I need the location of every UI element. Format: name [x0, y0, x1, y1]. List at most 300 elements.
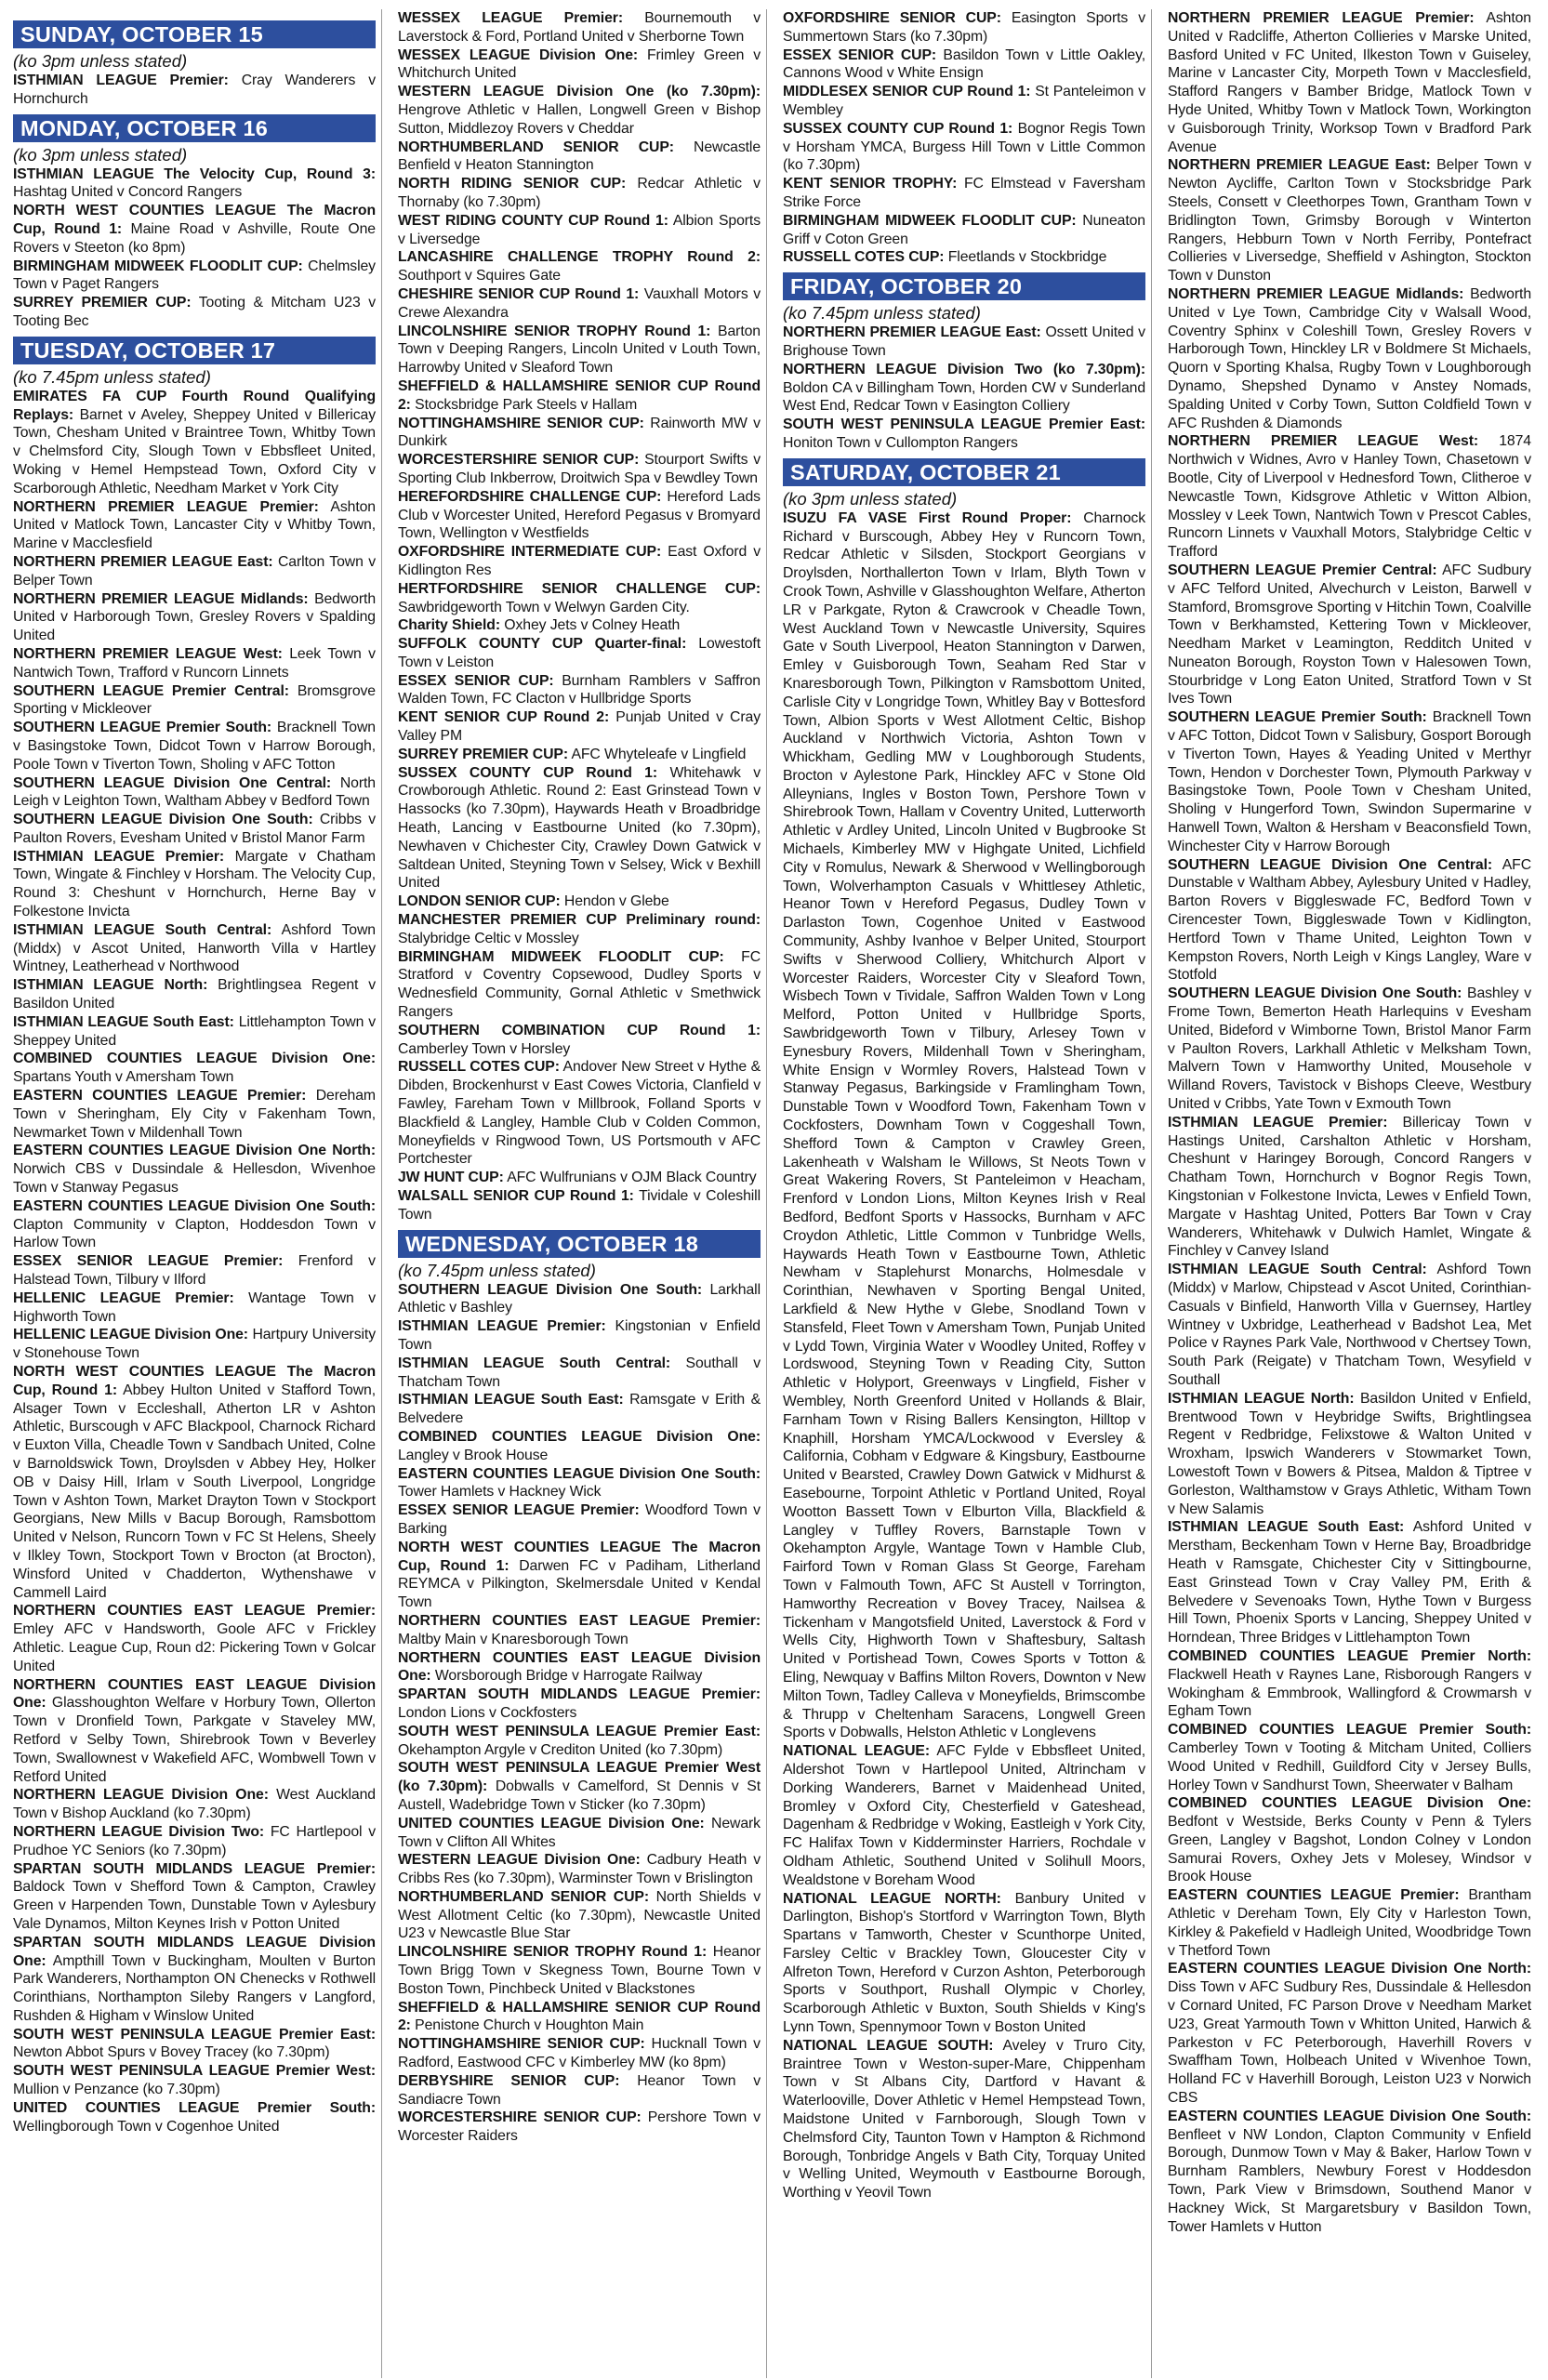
- fixture-entry: [398, 1317, 761, 1355]
- fixtures-column: [398, 9, 767, 2378]
- competition-name: HEREFORDSHIRE CHALLENGE CUP:: [398, 488, 662, 505]
- fixture-list: Brightlingsea Regent v Basildon United: [13, 977, 376, 1012]
- fixture-entry: [398, 948, 761, 1022]
- competition-name: ISUZU FA VASE First Round Proper:: [783, 509, 1072, 526]
- competition-name: EASTERN COUNTIES LEAGUE Division One North:: [13, 1143, 376, 1159]
- fixture-entry: [398, 1943, 761, 1998]
- fixture-entry: [398, 1686, 761, 1723]
- competition-name: SOUTH WEST PENINSULA LEAGUE Premier West:: [13, 2063, 376, 2080]
- fixture-list: Frenford v Halstead Town, Tilbury v Ilford: [13, 1253, 376, 1289]
- competition-name: SURREY PREMIER CUP:: [13, 295, 192, 311]
- fixture-entry: [398, 892, 761, 911]
- competition-name: SOUTH WEST PENINSULA LEAGUE Premier East:: [13, 2026, 376, 2043]
- kickoff-note: (ko 7.45pm unless stated): [13, 366, 211, 387]
- competition-name: NATIONAL LEAGUE NORTH:: [783, 1890, 1001, 1907]
- competition-name: COMBINED COUNTIES LEAGUE Division One:: [1168, 1795, 1531, 1812]
- fixture-entry: [783, 248, 1145, 267]
- competition-name: SOUTHERN LEAGUE Division One South:: [1168, 985, 1462, 1002]
- competition-name: SURREY PREMIER CUP:: [398, 746, 569, 762]
- competition-name: NOTTINGHAMSHIRE SENIOR CUP:: [398, 2036, 645, 2053]
- fixture-list: Bedfont v Westside, Berks County v Penn & Tylers Green, Langley v Bagshot, London Colney v London Samurai Rovers, Oxhey Jets v Molesey, Windsor v Brook House: [1168, 1814, 1531, 1885]
- competition-name: SOUTHERN LEAGUE Premier Central:: [1168, 562, 1437, 578]
- fixture-entry: [398, 708, 761, 746]
- competition-name: OXFORDSHIRE SENIOR CUP:: [783, 10, 1001, 26]
- day-header-monday-october-16: MONDAY, OCTOBER 16: [13, 114, 376, 142]
- fixture-list: Hereford Lads Club v Worcester United, Hereford Pegasus v Bromyard Town, Wellington v Westfields: [398, 488, 761, 542]
- competition-name: NORTHERN PREMIER LEAGUE Premier:: [13, 498, 319, 515]
- competition-name: COMBINED COUNTIES LEAGUE Premier South:: [1168, 1722, 1531, 1739]
- fixture-list: Norwich CBS v Dussindale & Hellesdon, Wivenhoe Town v Stanway Pegasus: [13, 1161, 376, 1197]
- fixture-entry: [398, 1501, 761, 1539]
- fixture-list: Barton Town v Deeping Rangers, Lincoln United v Louth Town, Harrowby United v Sleaford Town: [398, 323, 761, 377]
- competition-name: NORTH WEST COUNTIES LEAGUE The Macron Cup, Round 1:: [13, 203, 376, 237]
- fixture-entry: [13, 1289, 376, 1327]
- fixture-list: Bognor Regis Town v Horsham YMCA, Burgess Hill Town v Little Common (ko 7.30pm): [783, 120, 1145, 174]
- kickoff-note: (ko 3pm unless stated): [13, 51, 188, 71]
- day-header-tuesday-october-17: TUESDAY, OCTOBER 17: [13, 337, 376, 364]
- fixture-entry: [398, 1428, 761, 1465]
- fixture-entry: [398, 451, 761, 488]
- fixture-list: Basildon United v Enfield, Brentwood Town v Heybridge Swifts, Brightlingsea Regent v Redbridge, Felixstowe & Walton United v Wroxham, Ipswich Wanderers v Stowmarket Town, Lowestoft Town v Bowers & Pitsea, Maldon & Tiptree v Gorleston, Walthamstow v Grays Athletic, Witham Town v New Salamis: [1168, 1390, 1531, 1517]
- competition-name: EMIRATES FA CUP Fourth Round Qualifying Replays:: [13, 388, 376, 423]
- competition-name: NORTHERN PREMIER LEAGUE East:: [1168, 157, 1431, 174]
- fixture-entry: [398, 1022, 761, 1059]
- fixture-entry: [398, 488, 761, 543]
- fixture-list: Oxhey Jets v Colney Heath: [504, 617, 681, 634]
- fixture-list: Albion Sports v Liversedge: [398, 212, 761, 247]
- competition-name: ESSEX SENIOR LEAGUE Premier:: [13, 1253, 284, 1270]
- competition-name: SUSSEX COUNTY CUP Round 1:: [398, 764, 658, 781]
- fixture-entry: [398, 1187, 761, 1224]
- competition-name: EASTERN COUNTIES LEAGUE Division One South:: [13, 1197, 376, 1214]
- fixture-list: Bracknell Town v AFC Totton, Didcot Town v Salisbury, Gosport Borough v Tiverton Town, Hayes & Yeading United v Merthyr Town, Hendon v Dorchester Town, Plymouth Parkway v Basingstoke Town, Poole Town v Chesham United, Sholing v Hungerford Town, Swindon Supermarine v Hanwell Town, Walton & Hersham v Beaconsfield Town, Winchester City v Harrow Borough: [1168, 709, 1531, 854]
- fixture-entry: [398, 1391, 761, 1428]
- competition-name: ISTHMIAN LEAGUE South Central:: [1168, 1262, 1427, 1278]
- fixture-list: Cribbs v Paulton Rovers, Evesham United v Bristol Manor Farm: [13, 812, 376, 846]
- fixture-entry: [398, 175, 761, 212]
- fixture-list: St Panteleimon v Wembley: [783, 84, 1146, 118]
- fixture-entry: [398, 1281, 761, 1318]
- fixture-list: Hucknall Town v Radford, Eastwood CFC v Kimberley MW (ko 8pm): [398, 2036, 761, 2071]
- fixture-entry: [13, 774, 376, 812]
- fixture-list: Heanor Town v Sandiacre Town: [398, 2072, 761, 2108]
- competition-name: COMBINED COUNTIES LEAGUE Division One:: [398, 1428, 761, 1445]
- competition-name: EASTERN COUNTIES LEAGUE Division One South:: [1168, 2108, 1531, 2124]
- competition-name: HELLENIC LEAGUE Premier:: [13, 1289, 234, 1306]
- fixture-list: Bromsgrove Sporting v Mickleover: [13, 682, 376, 718]
- fixture-list: Bedworth United v Lye Town, Cambridge City v Walsall Wood, Coventry Sphinx v Coleshill Town, Gresley Rovers v Harborough Town, Hinckley LR v Boldmere St Michaels, Quorn v Sporting Khalsa, Rugby Town v Loughborough Dynamo, Shepshed Dynamo v Anstey Nomads, Spalding United v Corby Town, Sutton Coldfield Town v AFC Rushden & Diamonds: [1168, 285, 1531, 431]
- fixture-list: Clapton Community v Clapton, Hoddesdon Town v Harlow Town: [13, 1216, 376, 1251]
- competition-name: WESSEX LEAGUE Division One:: [398, 46, 639, 63]
- competition-name: WORCESTERSHIRE SENIOR CUP:: [398, 2109, 642, 2126]
- competition-name: NOTTINGHAMSHIRE SENIOR CUP:: [398, 415, 644, 431]
- fixture-list: Flackwell Heath v Raynes Lane, Risborough Rangers v Wokingham & Emmbrook, Wallingford & Crowmarsh v Egham Town: [1168, 1666, 1531, 1720]
- fixture-list: FC Stratford v Coventry Copsewood, Dudley Sports v Wednesfield Community, Gornal Athletic v Smethwick Rangers: [398, 948, 761, 1021]
- competition-name: EASTERN COUNTIES LEAGUE Division One South:: [398, 1465, 761, 1482]
- fixture-entry: [1168, 1647, 1531, 1721]
- fixture-entry: [13, 1602, 376, 1675]
- fixture-entry: [1168, 2108, 1531, 2237]
- day-header-friday-october-20: FRIDAY, OCTOBER 20: [783, 272, 1145, 300]
- fixture-list: Camberley Town v Horsley: [398, 1040, 571, 1057]
- fixture-entry: [13, 1934, 376, 2026]
- competition-name: KENT SENIOR CUP Round 2:: [398, 709, 610, 726]
- fixture-entry: [13, 848, 376, 921]
- fixture-entry: [1168, 432, 1531, 562]
- fixture-list: Okehampton Argyle v Crediton United (ko 7.30pm): [398, 1741, 723, 1758]
- fixture-list: Ashford Town (Middx) v Marlow, Chipstead v Ascot United, Corinthian-Casuals v Binfield, Hanworth Villa v Guernsey, Hartley Wintney v Uxbridge, Leatherhead v Badshot Lea, Met Police v Raynes Park Vale, Northwood v Chertsey Town, South Park (Reigate) v Thatcham Town, Wesyfield v Southall: [1168, 1262, 1531, 1388]
- fixture-list: Lowestoft Town v Leiston: [398, 636, 761, 670]
- fixture-list: 1874 Northwich v Widnes, Avro v Hanley Town, Chasetown v Bootle, City of Liverpool v Hednesford Town, Clitheroe v Newcastle Town, Kidsgrove Athletic v Witton Albion, Mossley v Leek Town, Nantwich Town v Prescot Cables, Runcorn Linnets v Vauxhall Motors, Stalybridge Celtic v Trafford: [1168, 433, 1531, 561]
- fixture-list: Frimley Green v Whitchurch United: [398, 46, 761, 82]
- competition-name: SOUTHERN LEAGUE Division One South:: [13, 812, 313, 828]
- fixture-entry: [398, 616, 761, 635]
- fixture-entry: [13, 1197, 376, 1252]
- competition-name: NORTHERN COUNTIES EAST LEAGUE Premier:: [398, 1612, 761, 1629]
- fixture-entry: [13, 645, 376, 682]
- fixture-list: Camberley Town v Tooting & Mitcham United, Colliers Wood United v Redhill, Guildford City v Jersey Bulls, Horley Town v Sandhurst Town, Sheerwater v Balham: [1168, 1739, 1531, 1793]
- fixture-list: Langley v Brook House: [398, 1447, 549, 1463]
- fixture-entry: [783, 1742, 1145, 1889]
- fixture-entry: [13, 1142, 376, 1197]
- fixture-list: West Auckland Town v Bishop Auckland (ko 7.30pm): [13, 1787, 376, 1822]
- competition-name: Charity Shield:: [398, 617, 500, 634]
- competition-name: WORCESTERSHIRE SENIOR CUP:: [398, 452, 640, 469]
- fixture-entry: [783, 83, 1145, 120]
- fixture-list: Redcar Athletic v Thornaby (ko 7.30pm): [398, 176, 761, 210]
- fixture-entry: [398, 2072, 761, 2109]
- fixture-list: Ampthill Town v Buckingham, Moulten v Burton Park Wanderers, Northampton ON Chenecks v Rothwell Corinthians, Northampton Sileby Rangers v Langford, Rushden & Higham v Winslow United: [13, 1952, 376, 2024]
- fixture-list: AFC Dunstable v Waltham Abbey, Aylesbury United v Hadley, Barton Rovers v Biggleswade FC, Bedford Town v Cirencester Town, Biggleswade Town v Kidlington, Hertford Town v Thame United, Leighton Town v Kempston Rovers, North Leigh v Kings Langley, Ware v Stotfold: [1168, 856, 1531, 984]
- fixture-list: Heanor Town Brigg Town v Skegness Town, Bourne Town v Boston Town, Pinchbeck United v Blackstones: [398, 1944, 761, 1997]
- competition-name: SOUTHERN LEAGUE Division One South:: [398, 1281, 703, 1298]
- fixture-list: Larkhall Athletic v Bashley: [398, 1281, 761, 1316]
- competition-name: SUSSEX COUNTY CUP Round 1:: [783, 120, 1013, 137]
- fixture-entry: [398, 635, 761, 672]
- competition-name: NORTHERN LEAGUE Division Two (ko 7.30pm):: [783, 361, 1145, 377]
- competition-name: ISTHMIAN LEAGUE South Central:: [398, 1355, 671, 1371]
- fixture-entry: [13, 202, 376, 257]
- competition-name: NORTHUMBERLAND SENIOR CUP:: [398, 1888, 650, 1905]
- fixture-entry: [398, 764, 761, 893]
- fixture-list: Hendon v Glebe: [563, 893, 669, 910]
- fixture-entry: [398, 1759, 761, 1814]
- fixture-entry: [13, 1013, 376, 1051]
- competition-name: SOUTHERN COMBINATION CUP Round 1:: [398, 1022, 761, 1038]
- fixture-entry: [398, 1851, 761, 1888]
- fixture-entry: [398, 1169, 761, 1187]
- fixture-entry: [13, 590, 376, 645]
- competition-name: ESSEX SENIOR CUP:: [398, 672, 554, 689]
- fixture-list: Tividale v Coleshill Town: [398, 1188, 761, 1223]
- competition-name: ISTHMIAN LEAGUE South East:: [1168, 1519, 1405, 1536]
- competition-name: ISTHMIAN LEAGUE Premier:: [13, 73, 229, 88]
- fixture-entry: [13, 165, 376, 203]
- fixture-list: Woodford Town v Barking: [398, 1502, 761, 1537]
- competition-name: NORTHERN PREMIER LEAGUE Premier:: [1168, 10, 1475, 26]
- competition-name: NORTHERN LEAGUE Division One:: [13, 1787, 269, 1804]
- fixture-entry: [13, 1363, 376, 1602]
- fixture-entry: [13, 682, 376, 720]
- fixture-list: London Lions v Cockfosters: [398, 1704, 577, 1721]
- fixture-entry: [783, 361, 1145, 416]
- fixture-list: Glasshoughton Welfare v Horbury Town, Ollerton Town v Dronfield Town, Parkgate v Staveley MW, Retford v Selby Town, Shirebrook Town v Beverley Town, Swallownest v Wakefield AFC, Wombwell Town v Retford United: [13, 1695, 376, 1785]
- fixture-entry: [398, 1888, 761, 1943]
- fixture-list: Ashford Town (Middx) v Ascot United, Hanworth Villa v Hartley Wintney, Leatherhead v Northwood: [13, 921, 376, 975]
- fixture-list: Chelmsley Town v Paget Rangers: [13, 258, 376, 293]
- fixture-entry: [13, 1050, 376, 1087]
- fixture-entry: [783, 416, 1145, 453]
- fixture-list: Billericay Town v Hastings United, Carshalton Athletic v Horsham, Cheshunt v Haringey Borough, Concord Rangers v Chatham Town, Hornchurch v Bognor Regis Town, Kingstonian v Folkestone Invicta, Lewes v Enfield Town, Margate v Hashtag United, Potters Bar Town v Cray Wanderers, Whitehawk v Dulwich Hamlet, Wingate & Finchley v Canvey Island: [1168, 1114, 1531, 1260]
- fixture-list: Cadbury Heath v Cribbs Res (ko 7.30pm), Warminster Town v Brislington: [398, 1852, 761, 1887]
- fixture-list: Leek Town v Nantwich Town, Trafford v Runcorn Linnets: [13, 645, 376, 681]
- fixture-list: Honiton Town v Cullompton Rangers: [783, 434, 1018, 451]
- competition-name: ESSEX SENIOR LEAGUE Premier:: [398, 1502, 640, 1519]
- fixture-entry: [398, 2035, 761, 2072]
- fixture-entry: [783, 1890, 1145, 2037]
- fixture-entry: [398, 1355, 761, 1392]
- competition-name: ISTHMIAN LEAGUE South East:: [398, 1392, 624, 1408]
- fixture-entry: [398, 1649, 761, 1686]
- fixture-entry: [13, 2062, 376, 2099]
- competition-name: NORTHERN COUNTIES EAST LEAGUE Premier:: [13, 1603, 376, 1620]
- fixture-entry: [1168, 985, 1531, 1114]
- competition-name: BIRMINGHAM MIDWEEK FLOODLIT CUP:: [398, 948, 724, 965]
- fixture-list: Southport v Squires Gate: [398, 268, 561, 284]
- fixture-entry: [1168, 1721, 1531, 1794]
- fixture-entry: [783, 120, 1145, 175]
- competition-name: SPARTAN SOUTH MIDLANDS LEAGUE Premier:: [398, 1686, 761, 1703]
- fixture-entry: [398, 139, 761, 176]
- fixture-entry: [783, 2037, 1145, 2202]
- competition-name: UNITED COUNTIES LEAGUE Division One:: [398, 1815, 705, 1831]
- competition-name: ISTHMIAN LEAGUE The Velocity Cup, Round 3:: [13, 165, 376, 182]
- fixture-entry: [398, 543, 761, 580]
- fixture-list: Bedworth United v Harborough Town, Gresley Rovers v Spalding United: [13, 590, 376, 644]
- fixture-entry: [13, 2026, 376, 2063]
- fixture-list: Nuneaton Griff v Coton Green: [783, 212, 1145, 247]
- fixture-list: Bashley v Frome Town, Bemerton Heath Harlequins v Evesham United, Bideford v Wimborne Town, Bristol Manor Farm v Paulton Rovers, Larkhall Athletic v Melksham Town, Malvern Town v Hamworthy United, Mousehole v Willand Rovers, Tavistock v Bishops Cleeve, Westbury United v Cribbs, Yate Town v Exmouth Town: [1168, 985, 1532, 1113]
- fixture-entry: [13, 719, 376, 774]
- competition-name: NORTHERN COUNTIES EAST LEAGUE Division One:: [398, 1649, 761, 1685]
- competition-name: LINCOLNSHIRE SENIOR TROPHY Round 1:: [398, 1944, 708, 1961]
- fixture-list: Tower Hamlets v Hackney Wick: [398, 1484, 602, 1501]
- competition-name: UNITED COUNTIES LEAGUE Premier South:: [13, 2099, 376, 2116]
- fixture-list: FC Elmstead v Faversham Strike Force: [783, 176, 1145, 210]
- fixture-list: Bournemouth v Laverstock & Ford, Portland United v Sherborne Town: [398, 10, 761, 45]
- fixture-list: AFC Sudbury v AFC Telford United, Alvechurch v Leiston, Barwell v Stamford, Bromsgrove Sporting v Hitchin Town, Coalville Town v Berkhamsted, Kettering Town v Mickleover, Needham Market v Leamington, Redditch United v Nuneaton Borough, Royston Town v Halesowen Town, Stourbridge v Long Eaton United, Stratford Town v St Ives Town: [1168, 562, 1531, 707]
- competition-name: BIRMINGHAM MIDWEEK FLOODLIT CUP:: [783, 212, 1077, 229]
- fixture-entry: [398, 1723, 761, 1760]
- competition-name: CHESHIRE SENIOR CUP Round 1:: [398, 285, 640, 302]
- competition-name: NORTHERN PREMIER LEAGUE West:: [1168, 433, 1479, 450]
- kickoff-note: (ko 3pm unless stated): [783, 488, 958, 509]
- competition-name: SOUTHERN LEAGUE Premier South:: [1168, 709, 1427, 726]
- fixture-list: Charnock Richard v Burscough, Abbey Hey v Runcorn Town, Redcar Athletic v Silsden, Stockport Georgians v Droylsden, Northallerton Town v Irlam, Blyth Town v Crook Town, Ashville v Glasshoughton Welfare, Atherton LR v Parkgate, Ryton & Crawcrook v Cheadle Town, West Auckland Town v Newcastle University, Squires Gate v South Liverpool, Heaton Stannington v Darwen, Emley v Guisborough Town, Seaham Red Star v Knaresborough Town, Pilkington v Ramsbottom United, Carlisle City v Longridge Town, Whitley Bay v Bottesford Town, Albion Sports v West Allotment Celtic, Bishop Auckland v Northwich Victoria, Ashton Town v Whickham, Gedling MW v Loughborough Students, Brocton v Aylestone Park, Hinckley AFC v Stone Old Alleynians, Ingles v Boston Town, Pershore Town v Shirebrook Town, Hallam v Coventry United, Lutterworth Athletic v Ardley United, Lincoln United v Bugbrooke St Michaels, Kimberley MW v Highgate United, Lichfield City v Romulus, Newark & Sherwood v Wellingborough Town, Wolverhampton Casuals v Whittlesey Athletic, Heanor Town v Hereford Pegasus, Dudley Town v Darlaston Town, Cogenhoe United v Eastwood Community, Ashby Ivanhoe v Belper United, Stourport Swifts v Sherwood Colliery, Whitchurch Alport v Worcester Raiders, Worcester City v Sleaford Town, Wisbech Town v Tividale, Saffron Walden Town v Long Melford, Potton United v Hullbridge Sports, Sawbridgeworth Town v Tilbury, Arlesey Town v Eynesbury Rovers, Mildenhall Town v Sheringham, White Ensign v Wormley Rovers, Halstead Town v Stanway Pegasus, Barkingside v Framlingham Town, Dunstable Town v Woodford Town, Fakenham Town v Cockfosters, Downham Town v Coggeshall Town, Shefford Town & Campton v Crawley Green, Lakenheath v Walsham le Willows, St Neots Town v Great Wakering Rovers, St Panteleimon v Heacham, Frenford v London Lions, Milton Keynes Irish v Real Bedford, Bedfont Sports v Hassocks, Burnham v AFC Croydon Athletic, Little Common v Tunbridge Wells, Haywards Heath Town v Eastbourne Town, Athletic Newham v Staplehurst Monarchs, Holmesdale v Corinthian, Newhaven v Sporting Bengal United, Larkfield & New Hythe v Glebe, Snodland Town v Stansfeld, Fleet Town v Amersham Town, Punjab United v Lydd Town, Virginia Water v Woodley United, Roffey v Lordswood, Steyning Town v Reading City, Sutton Athletic v Holyport, Greenways v Lingfield, Fisher v Wembley, North Greenford United v Hollands & Blair, Farnham Town v Rising Ballers Kensington, Hilltop v Knaphill, Horsham YMCA/Lockwood v Eversley & California, Cobham v Edgware & Kingsbury, Eastbourne United v Bearsted, Crawley Down Gatwick v Midhurst & Easebourne, Torpoint Athletic v Portland United, Royal Wootton Bassett Town v Elburton Villa, Blackfield & Langley v Tuffley Rovers, Barnstaple Town v Okehampton Argyle, Wantage Town v Hamble Club, Fairford Town v Roman Glass St George, Fareham Town v Falmouth Town, AFC St Austell v Torrington, Hamworthy Recreation v Bovey Tracey, Nailsea & Tickenham v Mangotsfield United, Laverstock & Ford v Wells City, Highworth Town v Shaftesbury, Saltash United v Portishead Town, Cowes Sports v Totton & Eling, Newquay v Baffins Milton Rovers, Downton v New Milton Town, Tadley Calleva v Moneyfields, Brimscombe & Thrupp v Cheltenham Saracens, Longwell Green Sports v Dobwalls, Helston Athletic v Longlevens: [783, 509, 1145, 1741]
- fixture-list: Stocksbridge Park Steels v Hallam: [415, 396, 638, 413]
- competition-name: COMBINED COUNTIES LEAGUE Division One:: [13, 1051, 376, 1067]
- fixture-list: Benfleet v NW London, Clapton Community v Enfield Borough, Dunmow Town v May & Baker, Harlow Town v Burnham Ramblers, Newbury Forest v Hoddesdon Town, Park View v Brimsdown, Southend Manor v Hackney Wick, St Margaretsbury v Basildon Town, Tower Hamlets v Hutton: [1168, 2126, 1531, 2235]
- competition-name: SHEFFIELD & HALLAMSHIRE SENIOR CUP Round 2:: [398, 1999, 761, 2034]
- competition-name: SOUTHERN LEAGUE Division One Central:: [13, 774, 332, 791]
- fixture-entry: [13, 1786, 376, 1823]
- competition-name: NORTHUMBERLAND SENIOR CUP:: [398, 139, 674, 155]
- fixture-list: Hartpury University v Stonehouse Town: [13, 1327, 376, 1362]
- fixture-list: Emley AFC v Handsworth, Goole AFC v Frickley Athletic. League Cup, Roun d2: Pickering Town v Golcar United: [13, 1621, 376, 1674]
- fixtures-column: [1168, 9, 1537, 2378]
- competition-name: RUSSELL COTES CUP:: [398, 1059, 560, 1076]
- fixture-entry: [13, 976, 376, 1013]
- competition-name: NORTHERN COUNTIES EAST LEAGUE Division One:: [13, 1676, 376, 1712]
- fixture-entry: [13, 294, 376, 331]
- fixture-list: Banbury United v Darlington, Bishop's Stortford v Warrington Town, Blyth Spartans v Tamworth, Chester v Scunthorpe United, Farsley Celtic v Brackley Town, Gloucester City v Alfreton Town, Hereford v Curzon Ashton, Peterborough Sports v Southport, Rushall Olympic v Chorley, Scarborough Athletic v Buxton, South Shields v King's Lynn Town, Spennymoor Town v Boston United: [783, 1890, 1145, 2036]
- fixture-list: Barnet v Aveley, Sheppey United v Billericay Town, Chesham United v Braintree Town, Whitby Town v Chelmsford City, Slough Town v Ebbsfleet United, Woking v Hemel Hempstead Town, Oxford City v Scarborough Athletic, Needham Market v York City: [13, 406, 376, 496]
- fixture-entry: [398, 746, 761, 764]
- competition-name: MANCHESTER PREMIER CUP Preliminary round:: [398, 912, 761, 929]
- day-header-wednesday-october-18: WEDNESDAY, OCTOBER 18: [398, 1230, 761, 1258]
- fixture-entry: [783, 324, 1145, 361]
- fixture-list: Dereham Town v Sheringham, Ely City v Fakenham Town, Newmarket Town v Mildenhall Town: [13, 1088, 376, 1141]
- fixture-list: Aveley v Truro City, Braintree Town v Weston-super-Mare, Chippenham Town v St Albans City, Dartford v Havant & Waterlooville, Dover Athletic v Hemel Hempstead Town, Maidstone United v Farnborough, Slough Town v Chelmsford City, Taunton Town v Hampton & Richmond Borough, Tonbridge Angels v Bath City, Torquay United v Welling United, Weymouth v Eastbourne Borough, Worthing v Yeovil Town: [783, 2037, 1146, 2202]
- competition-name: ISTHMIAN LEAGUE Premier:: [13, 848, 225, 865]
- fixture-list: Wellingborough Town v Cogenhoe United: [13, 2118, 280, 2135]
- fixture-list: Easington Sports v Summertown Stars (ko 7.30pm): [783, 10, 1145, 45]
- fixture-entry: [398, 248, 761, 285]
- fixture-list: Spartans Youth v Amersham Town: [13, 1069, 234, 1086]
- fixture-list: Punjab United v Cray Valley PM: [398, 709, 761, 745]
- competition-name: BIRMINGHAM MIDWEEK FLOODLIT CUP:: [13, 258, 303, 274]
- competition-name: SOUTHERN LEAGUE Premier South:: [13, 720, 272, 736]
- fixture-list: Boldon CA v Billingham Town, Horden CW v Sunderland West End, Redcar Town v Easington Colliery: [783, 379, 1145, 415]
- fixture-entry: [398, 377, 761, 415]
- competition-name: NORTHERN LEAGUE Division Two:: [13, 1823, 265, 1840]
- fixture-list: Penistone Church v Houghton Main: [415, 2017, 644, 2034]
- fixture-entry: [783, 46, 1145, 84]
- fixture-list: Baldock Town v Shefford Town & Campton, Crawley Green v Harpenden Town, Dunstable Town v Aylesbury Vale Dynamos, Milton Keynes Irish v Potton United: [13, 1879, 376, 1932]
- competition-name: ISTHMIAN LEAGUE South Central:: [13, 921, 272, 938]
- fixture-entry: [398, 285, 761, 323]
- competition-name: NORTHERN PREMIER LEAGUE East:: [13, 553, 273, 570]
- competition-name: ISTHMIAN LEAGUE Premier:: [1168, 1114, 1388, 1130]
- competition-name: WESTERN LEAGUE Division One (ko 7.30pm):: [398, 84, 761, 100]
- fixture-list: FC Hartlepool v Prudhoe YC Seniors (ko 7.30pm): [13, 1823, 376, 1858]
- fixture-list: Kingstonian v Enfield Town: [398, 1318, 761, 1353]
- competition-name: HERTFORDSHIRE SENIOR CHALLENGE CUP:: [398, 580, 761, 597]
- fixture-list: North Shields v West Allotment Celtic (ko 7.30pm), Newcastle United U23 v Newcastle Blue Star: [398, 1888, 761, 1942]
- fixture-entry: [1168, 156, 1531, 285]
- fixture-entry: [13, 811, 376, 848]
- fixture-list: Hengrove Athletic v Hallen, Longwell Green v Bishop Sutton, Middlezoy Rovers v Cheddar: [398, 101, 761, 137]
- competition-name: ISTHMIAN LEAGUE North:: [1168, 1390, 1355, 1407]
- competition-name: SOUTH WEST PENINSULA LEAGUE Premier East:: [783, 416, 1145, 433]
- fixture-entry: [398, 415, 761, 452]
- fixture-entry: [783, 212, 1145, 249]
- fixture-entry: [13, 553, 376, 590]
- fixture-entry: [13, 921, 376, 976]
- fixture-entry: [398, 1815, 761, 1852]
- fixture-list: Stalybridge Celtic v Mossley: [398, 930, 579, 946]
- competition-name: NORTH WEST COUNTIES LEAGUE The Macron Cup, Round 1:: [398, 1539, 761, 1574]
- fixture-list: Darwen FC v Padiham, Litherland REYMCA v Pilkington, Skelmersdale United v Kendal Town: [398, 1557, 761, 1611]
- fixture-entry: [1168, 1960, 1531, 2107]
- fixture-list: Newton Abbot Spurs v Bovey Tracey (ko 7.30pm): [13, 2044, 330, 2061]
- fixture-list: Whitehawk v Crowborough Athletic. Round 2: East Grinstead Town v Hassocks (ko 7.30pm), Haywards Heath v Broadbridge Heath, Lancing v Eastbourne United (ko 7.30pm), Newhaven v Chichester City, Crawley Down Gatwick v Saltdean United, Steyning Town v Selsey, Wick v Bexhill United: [398, 764, 761, 892]
- competition-name: ISTHMIAN LEAGUE North:: [13, 977, 208, 994]
- fixture-list: Maltby Main v Knaresborough Town: [398, 1631, 628, 1647]
- fixture-entry: [398, 9, 761, 46]
- competition-name: KENT SENIOR TROPHY:: [783, 176, 958, 192]
- competition-name: SOUTHERN LEAGUE Premier Central:: [13, 682, 289, 699]
- fixture-entry: [1168, 1114, 1531, 1261]
- competition-name: SOUTH WEST PENINSULA LEAGUE Premier West (ko 7.30pm):: [398, 1760, 761, 1795]
- competition-name: NORTH RIDING SENIOR CUP:: [398, 176, 627, 192]
- fixture-entry: [398, 323, 761, 377]
- fixture-entry: [1168, 1261, 1531, 1390]
- competition-name: SHEFFIELD & HALLAMSHIRE SENIOR CUP Round 2:: [398, 377, 761, 413]
- day-header-saturday-october-21: SATURDAY, OCTOBER 21: [783, 458, 1145, 486]
- fixture-list: Littlehampton Town v Sheppey United: [13, 1013, 376, 1049]
- fixture-list: Fleetlands v Stockbridge: [947, 249, 1107, 266]
- fixture-entry: [13, 1326, 376, 1363]
- competition-name: ESSEX SENIOR CUP:: [783, 46, 937, 63]
- fixture-entry: [1168, 1886, 1531, 1960]
- competition-name: LONDON SENIOR CUP:: [398, 893, 561, 910]
- competition-name: EASTERN COUNTIES LEAGUE Premier:: [13, 1088, 307, 1104]
- fixture-entry: [783, 9, 1145, 46]
- competition-name: ISTHMIAN LEAGUE South East:: [13, 1013, 234, 1030]
- competition-name: SPARTAN SOUTH MIDLANDS LEAGUE Premier:: [13, 1860, 376, 1877]
- fixture-entry: [1168, 708, 1531, 855]
- day-header-sunday-october-15: SUNDAY, OCTOBER 15: [13, 20, 376, 48]
- fixture-list: Southall v Thatcham Town: [398, 1355, 761, 1390]
- fixture-entry: [398, 212, 761, 249]
- competition-name: OXFORDSHIRE INTERMEDIATE CUP:: [398, 544, 662, 561]
- competition-name: WEST RIDING COUNTY CUP Round 1:: [398, 212, 668, 229]
- fixture-list: Ashford United v Merstham, Beckenham Town v Herne Bay, Broadbridge Heath v Ramsgate, Chichester City v Sittingbourne, East Grinstead Town v Cray Valley PM, Erith & Belvedere v Sevenoaks Town, Hythe Town v Burgess Hill Town, Phoenix Sports v Lancing, Sheppey United v Horndean, Three Bridges v Littlehampton Town: [1168, 1519, 1531, 1646]
- competition-name: LINCOLNSHIRE SENIOR TROPHY Round 1:: [398, 323, 711, 339]
- fixture-list: Ashton United v Radcliffe, Atherton Collieries v Marske United, Basford United v FC United, Ilkeston Town v Guiseley, Marine v Lancaster City, Morpeth Town v Macclesfield, Stafford Rangers v Bamber Bridge, Matlock Town v Hyde United, Whitby Town v Matlock Town, Workington v Guisborough Trinity, Worksop Town v Bradford Park Avenue: [1168, 10, 1531, 155]
- fixture-list: Cray Wanderers v Hornchurch: [13, 73, 376, 107]
- fixture-entry: [1168, 1794, 1531, 1886]
- fixture-list: Hashtag United v Concord Rangers: [13, 184, 243, 201]
- fixture-list: Rainworth MW v Dunkirk: [398, 415, 761, 450]
- kickoff-note: (ko 7.45pm unless stated): [398, 1260, 596, 1280]
- fixture-list: Vauxhall Motors v Crewe Alexandra: [398, 285, 761, 321]
- fixture-entry: [398, 911, 761, 948]
- competition-name: NORTHERN PREMIER LEAGUE Midlands:: [13, 590, 309, 607]
- fixture-entry: [13, 498, 376, 553]
- fixture-list: Maine Road v Ashville, Route One Rovers v Steeton (ko 8pm): [13, 220, 376, 256]
- fixture-entry: [398, 1058, 761, 1169]
- competition-name: WALSALL SENIOR CUP Round 1:: [398, 1188, 634, 1204]
- fixture-list: Margate v Chatham Town, Wingate & Finchley v Horsham. The Velocity Cup, Round 3: Cheshunt v Hornchurch, Herne Bay v Folkestone Invicta: [13, 848, 376, 920]
- fixture-list: Dobwalls v Camelford, St Dennis v St Austell, Wadebridge Town v Sticker (ko 7.30pm): [398, 1778, 761, 1813]
- competition-name: NORTH WEST COUNTIES LEAGUE The Macron Cup, Round 1:: [13, 1364, 376, 1398]
- fixture-entry: [13, 1252, 376, 1289]
- fixture-entry: [398, 1612, 761, 1649]
- fixture-list: Newark Town v Clifton All Whites: [398, 1815, 761, 1850]
- kickoff-note: (ko 7.45pm unless stated): [783, 303, 981, 324]
- fixture-list: AFC Fylde v Ebbsfleet United, Aldershot Town v Hartlepool United, Altrincham v Dorking Wanderers, Barnet v Maidenhead United, Bromley v Oxford City, Chesterfield v Gateshead, Dagenham & Redbridge v Woking, Eastleigh v York City, FC Halifax Town v Kidderminster Harriers, Rochdale v Oldham Athletic, Southend United v Solihull Moors, Wealdstone v Boreham Wood: [783, 1743, 1145, 1888]
- competition-name: SUFFOLK COUNTY CUP Quarter-final:: [398, 636, 687, 653]
- fixture-entry: [13, 1087, 376, 1142]
- competition-name: SPARTAN SOUTH MIDLANDS LEAGUE Division One:: [13, 1934, 376, 1969]
- fixture-list: North Leigh v Leighton Town, Waltham Abbey v Bedford Town: [13, 774, 376, 810]
- competition-name: NATIONAL LEAGUE:: [783, 1743, 930, 1760]
- fixture-entry: [1168, 1390, 1531, 1519]
- fixture-entry: [783, 509, 1145, 1742]
- fixture-entry: [13, 1860, 376, 1934]
